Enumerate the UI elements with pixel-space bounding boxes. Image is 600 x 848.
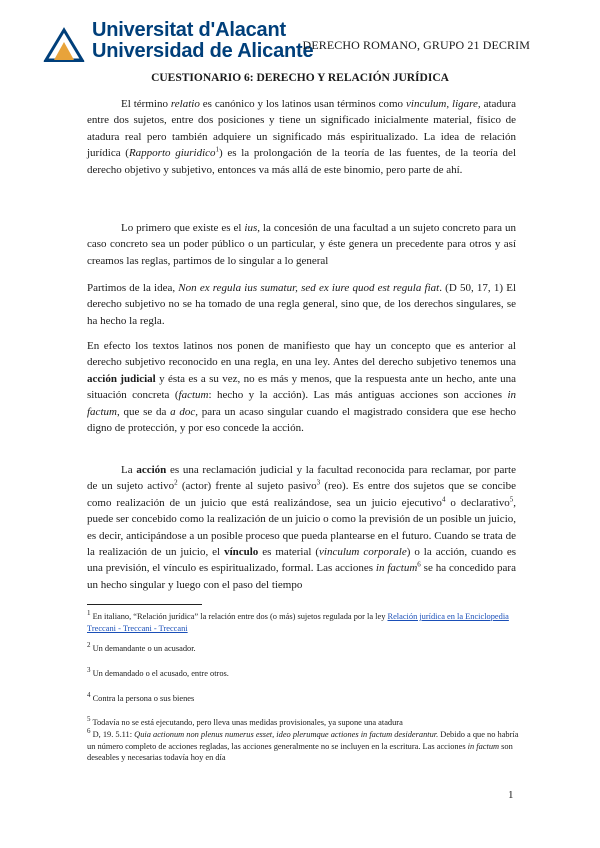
footnote-ref-1[interactable]: 1 [215, 145, 220, 154]
paragraph-accion: La acción es una reclamación judicial y la facultad reconocida para reclamar, por parte de un sujeto activo$^2$ (actor) frente al sujeto pasivo$^3$ (reo). Es entre dos sujetos que se concibe como realización de un juicio que está realizándose, sea un juicio ejecutivo$^4$ o declarativo$^5$, puede ser concebido como la realización de un juicio o como la previsión de un posible un juicio, es decir, anticipándose a un posible proceso que pueda plantearse en el futuro. Cuando se trata de la realización de un juicio, el vínculo es material (vinculum corporale) o la acción, cuando es una previsión, el vínculo es espiritualizado, formal. Las acciones in factum$^6$ se ha concedido para un hecho singular y luego con el paso del tiempo [87, 464, 516, 591]
course-header: DERECHO ROMANO, GRUPO 21 DECRIM [302, 38, 530, 52]
paragraph-accion-judicial: En efecto los textos latinos nos ponen de manifiesto que hay un concepto que es anterior al derecho subjetivo reconocido en una regla, en una ley. Antes del derecho subjetivo tenemos una acción judicial y ésta es a su vez, no es más y menos, que la respuesta ante un hecho, ante una situación concreta (factum: hecho y la acción). Las más antiguas acciones son acciones in factum, que se da a doc, para un acaso singular cuando el magistrado considera que ese hecho digno de protección, y por eso concede la acción. [87, 340, 516, 435]
footnote-ref-4[interactable]: 4 [441, 495, 446, 504]
paragraph-ius: Lo primero que existe es el ius, la concesión de una facultad a un sujeto concreto para un caso concreto sea un poder público o un particular, y éste genera un precedente para otros y así creamos las reglas, partimos de lo singular a lo general [87, 222, 516, 267]
footnote-6: $^6$ D, 19. 5.11: Quia actionum non plenus numerus esset, ideo plerumque actiones in factum desiderantur. Debido a que no habría un número completo de acciones regladas, las acciones generalmente no se incluyen en la escritura. Las acciones in factum son deseables y necesarias todavía hoy en día [87, 727, 519, 762]
page-number: 1 [508, 789, 514, 801]
footnote-ref-6[interactable]: 6 [417, 560, 421, 569]
university-logo [42, 19, 314, 70]
document-title: CUESTIONARIO 6: DERECHO Y RELACIÓN JURÍDICA [151, 72, 449, 84]
paragraph-relatio: El término relatio es canónico y los latinos usan términos como vinculum, ligare, atadura entre dos sujetos, entre dos posiciones y tiene un significado inicialmente material, físico de atadura real pero también adquiere un significado más espiritualizado. La idea de relación jurídica (Rapporto giuridico$^1$) es la prolongación de la teoría de las fuentes, de la teoría del derecho objetivo y subjetivo, entonces va más allá de este binomio, pero parte de ahí. [87, 98, 516, 176]
university-emblem-icon [42, 24, 86, 64]
treccani-link[interactable]: Relación jurídica en la Enciclopedia Treccani - Treccani - Treccani [87, 612, 509, 633]
footnote-ref-3[interactable]: 3 [316, 478, 321, 487]
footnote-3: $^3$ Un demandado o el acusado, entre otros. [87, 666, 229, 678]
footnote-2: $^2$ Un demandante o un acusador. [87, 641, 196, 653]
paragraph-regula: Partimos de la idea, Non ex regula ius sumatur, sed ex iure quod est regula fiat. (D 50, 17, 1) El derecho subjetivo no se ha tomado de una regla general, sino que, de los derechos singulares, se ha hecho la regla. [87, 282, 517, 327]
university-name-line2: Universidad de Alicante [92, 40, 314, 62]
footnote-ref-5[interactable]: 5 [509, 495, 514, 504]
footnote-separator [87, 604, 202, 605]
footnote-ref-2[interactable]: 2 [174, 478, 178, 487]
footnote-5: $^5$ Todavía no se está ejecutando, pero lleva unas medidas provisionales, ya supone una atadura [87, 715, 403, 727]
university-name [92, 20, 313, 62]
university-name-line1: Universitat d'Alacant [92, 19, 286, 41]
footnote-4: $^4$ Contra la persona o sus bienes [87, 691, 195, 703]
footnote-1: $^1$ En italiano, “Relación jurídica” la relación entre dos (o más) sujetos regulada por la ley Relación jurídica en la Enciclopedia Treccani - Treccani - Treccani [87, 609, 509, 633]
